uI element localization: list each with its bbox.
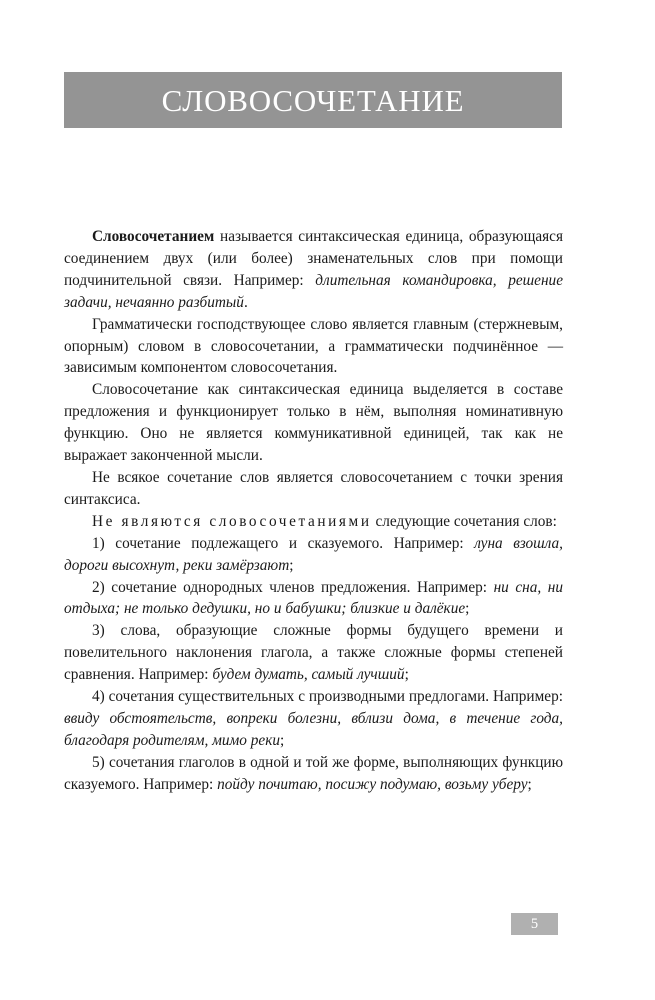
example-italic: луна взошла, дороги высохнут, реки замёрзают: [64, 534, 563, 574]
text-run: ;: [280, 731, 285, 749]
text-run: ;: [465, 600, 470, 618]
text-run: ;: [289, 556, 294, 574]
text-run: Не всякое сочетание слов является словосочетанием с точки зрения синтаксиса.: [64, 468, 563, 508]
text-run: 5) сочетания глаголов в одной и той же форме, выполняющих функцию сказуемого. Например:: [64, 753, 563, 793]
chapter-banner: [64, 72, 562, 128]
example-italic: пойду почитаю, посижу подумаю, возьму уберу: [217, 775, 528, 793]
page-number-badge: [511, 913, 558, 935]
text-run: 3) слова, образующие сложные формы будущего времени и повелительного наклонения глагола, а также сложные формы степеней сравнения. Например:: [64, 622, 563, 684]
page-number: 5: [530, 915, 539, 932]
text-run: 1) сочетание подлежащего и сказуемого. Например:: [92, 534, 475, 552]
text-run: 2) сочетание однородных членов предложения. Например:: [92, 578, 494, 596]
paragraph-not-every-combination: [64, 467, 563, 511]
example-italic: будем думать, самый лучший: [212, 666, 405, 684]
paragraph-item-2: [64, 577, 563, 621]
text-run: Грамматически господствующее слово является главным (стержневым, опорным) словом в словосочетании, а грамматически подчинённое — зависимым компонентом словосочетания.: [64, 315, 563, 377]
example-italic: ввиду обстоятельств, вопреки болезни, вблизи дома, в течение года, благодаря родителям, мимо реки: [64, 709, 563, 749]
text-run: .: [243, 293, 248, 311]
text-run: Словосочетание как синтаксическая единица выделяется в составе предложения и функционирует только в нём, выполняя номинативную функцию. Оно не является коммуникативной единицей, так как не выражает законченной мысли.: [64, 381, 563, 465]
emphasis-letterspaced: Не являются словосочетаниями: [92, 512, 372, 530]
example-italic: ни сна, ни отдыха; не только дедушки, но и бабушки; близкие и далёкие: [64, 578, 563, 618]
text-run: ;: [527, 775, 532, 793]
paragraph-definition: [64, 226, 563, 314]
text-run: следующие сочетания слов:: [371, 512, 557, 530]
paragraph-syntactic-unit: [64, 379, 563, 467]
paragraph-not-phrases-intro: [64, 511, 563, 533]
text-run: 4) сочетания существительных с производными предлогами. Например:: [92, 688, 563, 706]
paragraph-main-word: [64, 314, 563, 380]
page-title: СЛОВОСОЧЕТАНИЕ: [161, 82, 465, 118]
paragraph-item-1: [64, 533, 563, 577]
paragraph-item-5: [64, 752, 563, 796]
body-text-column: [64, 226, 563, 796]
term-bold: Словосочетанием: [92, 228, 215, 245]
paragraph-item-3: [64, 620, 563, 686]
example-italic: длительная командировка, решение задачи, нечаянно разбитый: [64, 271, 563, 311]
text-run: называется синтаксическая единица, образующаяся соединением двух (или более) знаменательных слов при помощи подчинительной связи. Например:: [64, 228, 563, 289]
text-run: ;: [404, 666, 409, 684]
paragraph-item-4: [64, 686, 563, 752]
